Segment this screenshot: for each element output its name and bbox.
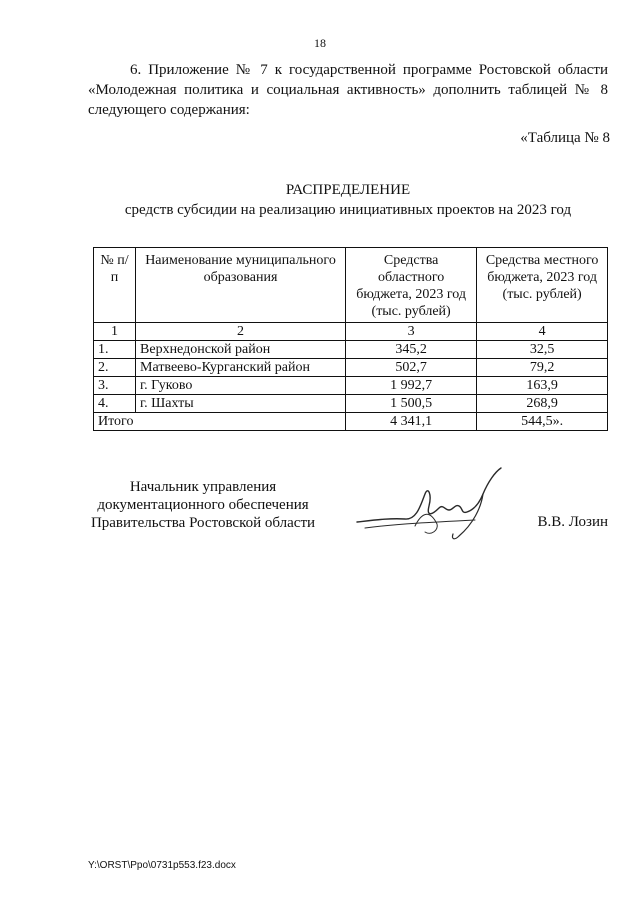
total-regional: 4 341,1 — [346, 413, 477, 431]
table-row — [94, 341, 608, 359]
row-local: 79,2 — [477, 359, 608, 377]
heading-title: РАСПРЕДЕЛЕНИЕ — [285, 182, 411, 198]
handwritten-signature — [355, 464, 505, 549]
table-row — [94, 395, 608, 413]
signatory-line-2: документационного обеспечения — [97, 497, 309, 513]
row-num: 2. — [94, 359, 136, 377]
signatory-line-1: Начальник управления — [129, 479, 277, 495]
row-local: 163,9 — [477, 377, 608, 395]
page-number: 18 — [314, 36, 326, 50]
row-local: 268,9 — [477, 395, 608, 413]
distribution-table — [93, 247, 608, 431]
row-num: 3. — [94, 377, 136, 395]
row-num: 1. — [94, 341, 136, 359]
file-path: Y:\ORST\Ppo\0731p553.f23.docx — [88, 860, 236, 871]
column-number: 1 — [94, 323, 136, 341]
total-row — [94, 413, 608, 431]
row-local: 32,5 — [477, 341, 608, 359]
total-label: Итого — [94, 413, 346, 431]
column-number: 4 — [477, 323, 608, 341]
header-name: Наименование муниципального образования — [136, 248, 346, 323]
column-number: 2 — [136, 323, 346, 341]
row-regional: 502,7 — [346, 359, 477, 377]
signatory-position — [88, 478, 318, 532]
table-row — [94, 377, 608, 395]
column-number-row — [94, 323, 608, 341]
signatory-name: В.В. Лозин — [537, 514, 608, 530]
total-local: 544,5». — [477, 413, 608, 431]
table-row — [94, 359, 608, 377]
row-regional: 1 992,7 — [346, 377, 477, 395]
header-regional: Средства областного бюджета, 2023 год (тыс. рублей) — [346, 248, 477, 323]
signatory-line-3: Правительства Ростовской области — [90, 515, 316, 531]
heading-subtitle: средств субсидии на реализацию инициативных проектов на 2023 год — [124, 202, 572, 218]
table-caption: «Таблица № 8 — [520, 130, 610, 146]
row-num: 4. — [94, 395, 136, 413]
row-name: Верхнедонской район — [136, 341, 346, 359]
column-number: 3 — [346, 323, 477, 341]
intro-paragraph: 6. Приложение № 7 к государственной программе Ростовской области «Молодежная политика и социальная активность» дополнить таблицей № 8 следующего содержания: — [88, 62, 608, 118]
row-name: г. Шахты — [136, 395, 346, 413]
table-header-row — [94, 248, 608, 323]
row-regional: 1 500,5 — [346, 395, 477, 413]
header-local: Средства местного бюджета, 2023 год (тыс. рублей) — [477, 248, 608, 323]
row-name: Матвеево-Курганский район — [136, 359, 346, 377]
row-regional: 345,2 — [346, 341, 477, 359]
distribution-heading — [88, 180, 608, 220]
header-num: № п/п — [94, 248, 136, 323]
row-name: г. Гуково — [136, 377, 346, 395]
